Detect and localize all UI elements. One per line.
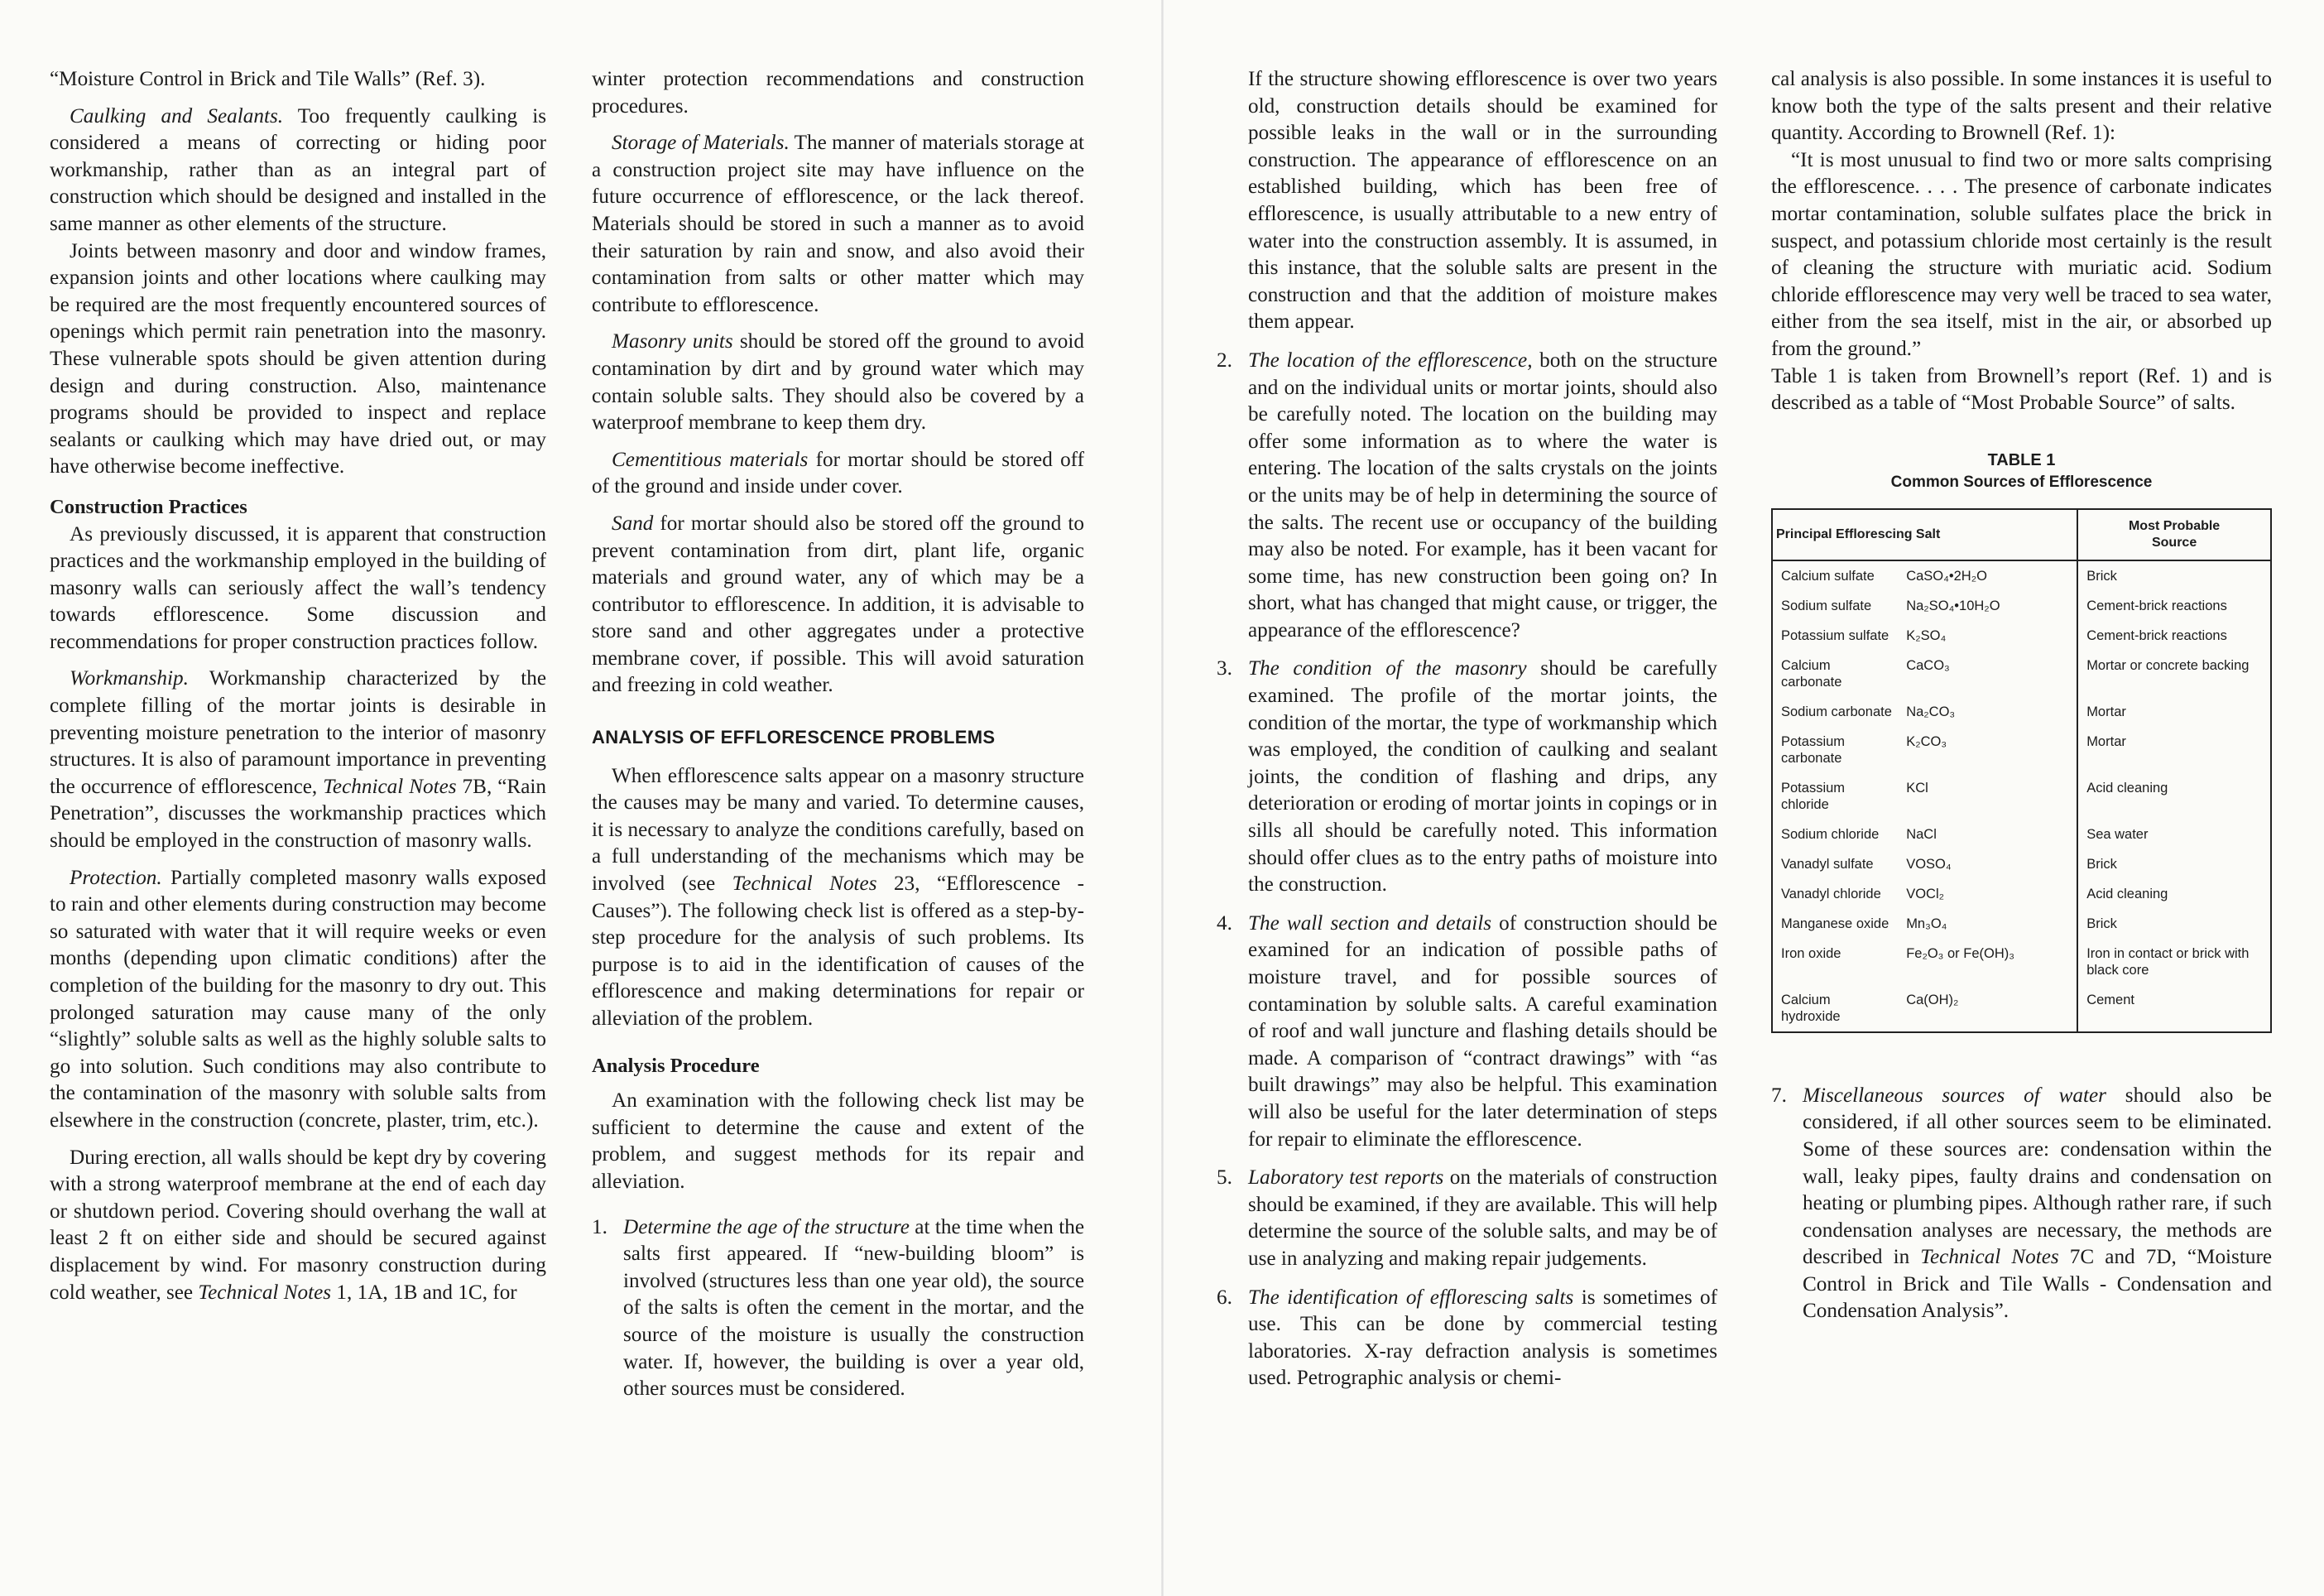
salt-name-cell: Vanadyl sulfate bbox=[1781, 856, 1874, 872]
table-row bbox=[1772, 591, 2271, 621]
paragraph-text: During erection, all walls should be kept dry by covering with a strong waterproof membrane at the end of each day or shutdown period. Covering should overhang the wall at least 2 ft on either side and should be secured against displacement by wind. For masonry construction during cold weather, see bbox=[50, 1146, 546, 1304]
item-lead: Laboratory test reports bbox=[1248, 1166, 1444, 1190]
item-text: at the time when the salts first appeared. If “new-building bloom” is involved (structures less than one year old), the source of the salts is often the cement in the mortar, and the source of the moisture is usually the construction water. If, however, the building is over a year old, other sources must be considered. bbox=[623, 1215, 1084, 1401]
section-heading: Analysis Procedure bbox=[592, 1054, 760, 1077]
list-item bbox=[1217, 911, 1717, 1153]
table-row bbox=[1772, 697, 2271, 727]
list-number: 7. bbox=[1771, 1084, 1787, 1107]
run-in-heading: Storage of Materials. bbox=[612, 132, 790, 155]
formula-cell: CaCO₃ bbox=[1906, 657, 1950, 673]
item-lead: The wall section and details bbox=[1248, 911, 1491, 935]
reference: Technical Notes bbox=[323, 775, 457, 798]
table-subtitle: Common Sources of Efflorescence bbox=[1890, 473, 2153, 491]
salt-name-cell: Iron oxide bbox=[1781, 945, 1841, 961]
source-cell: Acid cleaning bbox=[2077, 773, 2271, 820]
reference: Technical Notes bbox=[198, 1281, 332, 1304]
column-3 bbox=[1217, 66, 1717, 1392]
paragraph: An examination with the following check list may be sufficient to determine the cause and extent of the problem, and suggest methods for its repair and alleviation. bbox=[592, 1089, 1084, 1193]
paragraph-analysis bbox=[592, 763, 1084, 1033]
item-text: is sometimes of use. This can be done by commercial testing laboratories. X-ray defraction analysis is sometimes used. Petrographic analysis or chemi- bbox=[1248, 1286, 1717, 1390]
paragraph-workmanship bbox=[50, 666, 546, 854]
paragraph-text: 1, 1A, 1B and 1C, for bbox=[331, 1281, 517, 1304]
paragraph-caulking bbox=[50, 103, 546, 238]
column-4 bbox=[1771, 66, 2272, 1325]
item-lead: The condition of the masonry bbox=[1248, 657, 1527, 680]
reference: Technical Notes bbox=[732, 873, 877, 896]
source-cell: Cement-brick reactions bbox=[2077, 621, 2271, 651]
list-number: 6. bbox=[1217, 1286, 1232, 1309]
source-cell: Cement-brick reactions bbox=[2077, 591, 2271, 621]
salt-name-cell: Sodium chloride bbox=[1781, 826, 1880, 842]
table-row bbox=[1772, 560, 2271, 591]
salt-name-cell: Calcium sulfate bbox=[1781, 568, 1875, 584]
paragraph-text: When efflorescence salts appear on a masonry structure the causes may be many and varied. To determine causes, it is necessary to analyze the conditions carefully, based on a full understanding of the mechanisms which may be involved (see bbox=[592, 764, 1084, 896]
run-in-heading: Cementitious materials bbox=[612, 448, 809, 471]
table-body bbox=[1772, 560, 2271, 1032]
item-lead: Determine the age of the structure bbox=[623, 1215, 910, 1238]
table-row bbox=[1772, 985, 2271, 1032]
table-row bbox=[1772, 651, 2271, 697]
salt-name-cell: Potassium carbonate bbox=[1781, 733, 1846, 766]
table-header-row bbox=[1772, 509, 2271, 560]
item-text: both on the structure and on the individual units or mortar joints, should also be carefully noted. The location on the building may offer some information as to where the water is entering. The location of the salts crystals on the joints or the units may be of help in determining the source of the salts. The recent use or occupancy of the building may also be noted. For example, has it been vacant for some time, has new construction been going on? In short, what has changed that might cause, or trigger, the appearance of the efflorescence? bbox=[1248, 349, 1717, 642]
source-cell: Cement bbox=[2077, 985, 2271, 1032]
list-item bbox=[1217, 348, 1717, 645]
paragraph-storage bbox=[592, 130, 1084, 319]
item-text: should also be considered, if all other sources seem to be eliminated. Some of these sources are: condensation within the wall, leaky pipes, faulty drains and condensation on heating or plumbing pipes. Although rather rare, if such condensation analyses are necessary, the methods are described in bbox=[1803, 1084, 2272, 1269]
salt-name-cell: Potassium sulfate bbox=[1781, 627, 1889, 643]
paragraph-text: for mortar should also be stored off the ground to prevent contamination from dirt, plant life, organic materials and ground water, any of which may be a contributor to efflorescence. In addition, it is advisable to store sand and other aggregates under a protective membrane cover, if possible. This will avoid saturation and freezing in cold weather. bbox=[592, 512, 1084, 697]
formula-cell: Na₂SO₄•10H₂O bbox=[1906, 598, 2000, 613]
source-cell: Mortar bbox=[2077, 697, 2271, 727]
column-1 bbox=[50, 66, 546, 1306]
source-cell: Acid cleaning bbox=[2077, 879, 2271, 909]
list-number: 1. bbox=[592, 1215, 607, 1238]
efflorescence-table bbox=[1771, 508, 2272, 1033]
list-item bbox=[1771, 1083, 2272, 1325]
salt-name-cell: Manganese oxide bbox=[1781, 916, 1889, 931]
table-row bbox=[1772, 879, 2271, 909]
formula-cell: VOCl₂ bbox=[1906, 886, 1945, 901]
item-text: of construction should be examined for an indication of possible paths of moisture travel, and for possible sources of contamination by soluble salts. A careful examination of roof and wall juncture and flashing details should be made. A comparison of “contract drawings” with “as built drawings” may also be helpful. This examination will also be useful for the later determination of steps for repair to eliminate the efflorescence. bbox=[1248, 911, 1717, 1151]
paragraph-sand bbox=[592, 511, 1084, 699]
salt-name-cell: Calcium hydroxide bbox=[1781, 992, 1841, 1024]
item-text: should be carefully examined. The profile of the mortar joints, the condition of the mortar, the type of workmanship which was employed, the condition of caulking and sealant joints, the condition of flashing and drips, any deterioration or eroding of mortar joints in copings or in sills all should be carefully noted. This information should offer clues as to the entry paths of moisture into the construction. bbox=[1248, 657, 1717, 897]
paragraph: winter protection recommendations and construction procedures. bbox=[592, 68, 1084, 118]
table-row bbox=[1772, 820, 2271, 849]
run-in-heading: Workmanship. bbox=[70, 667, 189, 690]
source-cell: Sea water bbox=[2077, 820, 2271, 849]
list-number: 3. bbox=[1217, 657, 1232, 680]
quotation: “It is most unusual to find two or more salts comprising the efflorescence. . . . The presence of carbonate indicates mortar contamination, soluble sulfates place the brick in suspect, and potassium chloride most certainly is the result of cleaning the structure with muriatic acid. Sodium chloride efflorescence may very well be traced to sea water, either from the sea itself, mist in the air, or absorbed up from the ground.” bbox=[1771, 148, 2272, 360]
paragraph-text: Too frequently caulking is considered a means of correcting or hiding poor workmanship, rather than as an integral part of construction which should be designed and installed in the same manner as other elements of the structure. bbox=[50, 104, 546, 235]
source-cell: Brick bbox=[2077, 909, 2271, 939]
column-header-salt: Principal Efflorescing Salt bbox=[1772, 509, 2077, 560]
list-item bbox=[1217, 1285, 1717, 1392]
section-title: ANALYSIS OF EFFLORESCENCE PROBLEMS bbox=[592, 727, 996, 748]
paragraph-erection bbox=[50, 1145, 546, 1307]
formula-cell: Fe₂O₃ or Fe(OH)₃ bbox=[1906, 945, 2014, 961]
section-heading: Construction Practices bbox=[50, 495, 247, 518]
formula-cell: CaSO₄•2H₂O bbox=[1906, 568, 1987, 584]
salt-name-cell: Sodium carbonate bbox=[1781, 704, 1892, 719]
formula-cell: VOSO₄ bbox=[1906, 856, 1952, 872]
list-item bbox=[592, 1214, 1084, 1403]
source-cell: Brick bbox=[2077, 560, 2271, 591]
salt-name-cell: Sodium sulfate bbox=[1781, 598, 1872, 613]
source-cell: Iron in contact or brick with black core bbox=[2077, 939, 2271, 985]
header-line: Most Probable bbox=[2128, 518, 2221, 533]
paragraph-text: should be stored off the ground to avoid contamination by dirt and by ground water which may contain soluble salts. They should also be covered by a waterproof membrane to keep them dry. bbox=[592, 330, 1084, 435]
salt-name-cell: Vanadyl chloride bbox=[1781, 886, 1881, 901]
run-in-heading: Sand bbox=[612, 512, 654, 535]
table-row bbox=[1772, 849, 2271, 879]
formula-cell: KCl bbox=[1906, 780, 1928, 796]
salt-name-cell: Calcium carbonate bbox=[1781, 657, 1842, 690]
source-cell: Mortar or concrete backing bbox=[2077, 651, 2271, 697]
page-fold bbox=[1161, 0, 1164, 1596]
run-in-heading: Caulking and Sealants. bbox=[70, 104, 284, 127]
table-row bbox=[1772, 727, 2271, 773]
paragraph-text: The manner of materials storage at a construction project site may have influence on the future occurrence of efflorescence, or the lack thereof. Materials should be stored in such a manner as to avoid their saturation by rain and snow, and also avoid their contamination from salts or other matter which may contribute to efflorescence. bbox=[592, 132, 1085, 316]
table-row bbox=[1772, 621, 2271, 651]
source-cell: Brick bbox=[2077, 849, 2271, 879]
header-line: Source bbox=[2151, 535, 2197, 550]
paragraph: Table 1 is taken from Brownell’s report (Ref. 1) and is described as a table of “Most Probable Source” of salts. bbox=[1771, 364, 2272, 415]
reference: Technical Notes bbox=[1920, 1246, 2059, 1269]
paragraph-text: for mortar should be stored off of the ground and inside under cover. bbox=[592, 448, 1084, 498]
paragraph-text: 7B, “Rain Penetration”, discusses the workmanship practices which should be employed in the construction of masonry walls. bbox=[50, 775, 546, 853]
paragraph-text: 23, “Efflorescence - Causes”). The following check list is offered as a step-by-step procedure for the analysis of such problems. Its purpose is to aid in the identification of causes of the efflorescence and making determinations for repair or alleviation of the problem. bbox=[592, 873, 1084, 1030]
column-header-source bbox=[2077, 509, 2271, 560]
list-item bbox=[1217, 1165, 1717, 1272]
item-lead: Miscellaneous sources of water bbox=[1803, 1084, 2106, 1107]
column-2 bbox=[592, 66, 1084, 1403]
run-in-heading: Protection. bbox=[70, 866, 162, 889]
list-number: 4. bbox=[1217, 911, 1232, 935]
paragraph-text: Workmanship characterized by the complete filling of the mortar joints is desirable in preventing moisture penetration to the interior of masonry structures. It is also of paramount importance in preventing the occurrence of efflorescence, bbox=[50, 667, 546, 798]
formula-cell: Ca(OH)₂ bbox=[1906, 992, 1959, 1007]
formula-cell: Na₂CO₃ bbox=[1906, 704, 1956, 719]
table-row bbox=[1772, 773, 2271, 820]
paragraph-masonry-units bbox=[592, 329, 1084, 436]
item-text: on the materials of construction should be examined, if they are available. This will help determine the source of the soluble salts, and may be of use in analyzing and making repair judgements. bbox=[1248, 1166, 1718, 1270]
table-row bbox=[1772, 909, 2271, 939]
paragraph: Joints between masonry and door and window frames, expansion joints and other locations where caulking may be required are the most frequently encountered sources of openings which permit rain penetration into the masonry. These vulnerable spots should be given attention during design and during construction. Also, maintenance programs should be provided to inspect and replace sealants or caulking which may have dried out, or may have otherwise become ineffective. bbox=[50, 239, 546, 478]
formula-cell: K₂SO₄ bbox=[1906, 627, 1947, 643]
paragraph-protection bbox=[50, 865, 546, 1135]
table-title: TABLE 1 bbox=[1987, 450, 2056, 469]
paragraph: cal analysis is also possible. In some instances it is useful to know both the type of the salts present and their relative quantity. According to Brownell (Ref. 1): bbox=[1771, 68, 2272, 145]
list-number: 5. bbox=[1217, 1166, 1232, 1190]
item-lead: The location of the efflorescence, bbox=[1248, 349, 1533, 372]
list-number: 2. bbox=[1217, 349, 1232, 372]
paragraph-text: Partially completed masonry walls exposed to rain and other elements during construction may become so saturated with water that it will require weeks or even months (depending upon climatic conditions) after the completion of the building for the masonry to dry out. This prolonged saturation may cause many of the only “slightly” soluble salts as well as the highly soluble salts to go into solution. Such conditions may also contribute to the contamination of the masonry with soluble salts from elsewhere in the construction (concrete, plaster, trim, etc.). bbox=[50, 866, 546, 1132]
paragraph: “Moisture Control in Brick and Tile Walls” (Ref. 3). bbox=[50, 68, 486, 90]
paragraph-cementitious bbox=[592, 447, 1084, 501]
paragraph: If the structure showing efflorescence is over two years old, construction details should be examined for possible leaks in the wall or in the surrounding construction. The appearance of efflorescence on an established building, which has been free of efflorescence, is usually attributable to a new entry of water into the construction assembly. It is assumed, in this instance, that the soluble salts are present in the construction and that the addition of moisture makes them appear. bbox=[1248, 68, 1717, 334]
run-in-heading: Masonry units bbox=[612, 330, 733, 353]
formula-cell: NaCl bbox=[1906, 826, 1937, 842]
list-item bbox=[1217, 656, 1717, 898]
item-text: 7C and 7D, “Moisture Control in Brick and Tile Walls - Condensation and Condensation Analysis”. bbox=[1803, 1246, 2273, 1323]
paragraph: As previously discussed, it is apparent that construction practices and the workmanship employed in the building of masonry walls can seriously affect the wall’s tendency towards efflorescence. Some discussion and recommendations for proper construction practices follow. bbox=[50, 522, 546, 653]
formula-cell: Mn₃O₄ bbox=[1906, 916, 1947, 931]
salt-name-cell: Potassium chloride bbox=[1781, 780, 1846, 812]
source-cell: Mortar bbox=[2077, 727, 2271, 773]
item-lead: The identification of efflorescing salts bbox=[1248, 1286, 1574, 1309]
formula-cell: K₂CO₃ bbox=[1906, 733, 1947, 749]
table-row bbox=[1772, 939, 2271, 985]
